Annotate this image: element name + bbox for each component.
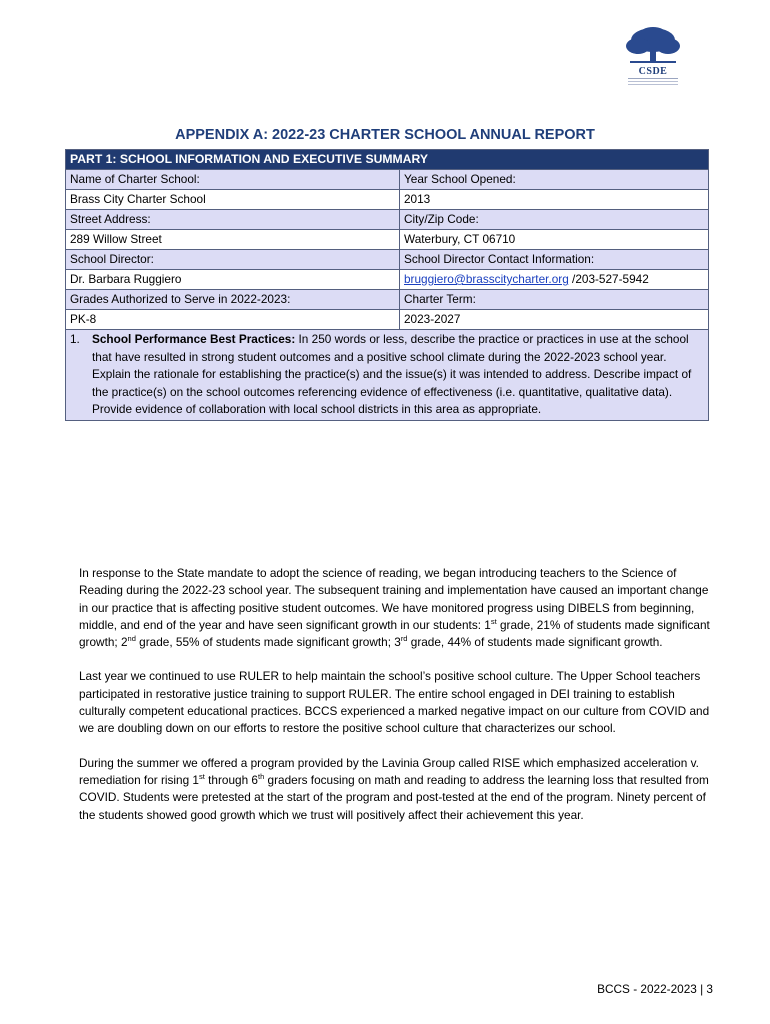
field-label-street-address: Street Address: xyxy=(66,210,400,230)
field-label-school-director: School Director: xyxy=(66,250,400,270)
table-row xyxy=(66,330,709,421)
table-row xyxy=(66,210,709,230)
logo-subtext-lines xyxy=(628,78,678,85)
field-value-year-opened: 2013 xyxy=(400,190,709,210)
paragraph-ruler: Last year we continued to use RULER to help maintain the school’s positive school culture. The Upper School teachers participated in restorative justice training to support RULER. The entire school engaged in DEI training to establish culturally competent educational practices. BCCS experienced a marked negative impact on our culture from COVID and we are doubling down on our efforts to restore the positive school culture that characterizes our school. xyxy=(79,669,710,736)
field-label-year-opened: Year School Opened: xyxy=(400,170,709,190)
table-row xyxy=(66,310,709,330)
paragraph-science-of-reading: In response to the State mandate to adopt the science of reading, we began introducing teachers to the Science of Reading during the 2022-23 school year. The subsequent training and implementation have caused an important change in our practice that is affecting positive student outcomes. We have monitored progress using DIBELS from beginning, middle, and end of the year and have seen significant growth in our students: 1st grade, 21% of students made significant growth; 2nd grade, 55% of students made significant growth; 3rd grade, 44% of students made significant growth. xyxy=(79,566,710,650)
tree-icon xyxy=(620,26,686,70)
school-info-table xyxy=(65,149,709,421)
response-text xyxy=(79,565,719,841)
question-body: In 250 words or less, describe the practice or practices in use at the school that have resulted in strong student outcomes and a positive school climate during the 2022-2023 school year. Explain the rationale for establishing the practice(s) and the issue(s) it was intended to address. Describe impact of the practice(s) on the school outcomes referencing evidence of effectiveness (i.e. quantitative, qualitative data). Provide evidence of collaboration with local school districts in this area as appropriate. xyxy=(92,332,692,416)
table-row xyxy=(66,170,709,190)
field-label-city-zip: City/Zip Code: xyxy=(400,210,709,230)
field-label-grades-authorized: Grades Authorized to Serve in 2022-2023: xyxy=(66,290,400,310)
table-row xyxy=(66,230,709,250)
director-phone: /203-527-5942 xyxy=(568,272,649,286)
field-value-school-director: Dr. Barbara Ruggiero xyxy=(66,270,400,290)
field-value-director-contact xyxy=(400,270,709,290)
table-row xyxy=(66,290,709,310)
table-row xyxy=(66,250,709,270)
csde-logo xyxy=(620,26,686,82)
question-cell xyxy=(66,330,709,421)
question-number: 1. xyxy=(70,332,80,346)
page-footer: BCCS - 2022-2023 | 3 xyxy=(597,982,713,996)
director-email-link[interactable]: bruggiero@brasscitycharter.org xyxy=(404,272,569,286)
page-title: APPENDIX A: 2022-23 CHARTER SCHOOL ANNUAL REPORT xyxy=(175,127,595,143)
paragraph-rise-program: During the summer we offered a program provided by the Lavinia Group called RISE which emphasized acceleration v. remediation for rising 1st through 6th graders focusing on math and reading to address the learning loss that resulted from COVID. Students were pretested at the start of the program and post-tested at the end of the program. Ninety percent of the students showed good growth which we trust will positively affect their achievement this year. xyxy=(79,755,709,822)
question-text xyxy=(92,331,704,419)
table-row xyxy=(66,270,709,290)
field-label-director-contact: School Director Contact Information: xyxy=(400,250,709,270)
field-value-city-zip: Waterbury, CT 06710 xyxy=(400,230,709,250)
question-heading: School Performance Best Practices: xyxy=(92,332,296,346)
logo-text: CSDE xyxy=(638,66,668,77)
field-value-grades-authorized: PK-8 xyxy=(66,310,400,330)
table-row xyxy=(66,190,709,210)
field-label-charter-term: Charter Term: xyxy=(400,290,709,310)
section-header: PART 1: SCHOOL INFORMATION AND EXECUTIVE SUMMARY xyxy=(66,150,709,170)
field-value-school-name: Brass City Charter School xyxy=(66,190,400,210)
field-label-school-name: Name of Charter School: xyxy=(66,170,400,190)
field-value-street-address: 289 Willow Street xyxy=(66,230,400,250)
field-value-charter-term: 2023-2027 xyxy=(400,310,709,330)
